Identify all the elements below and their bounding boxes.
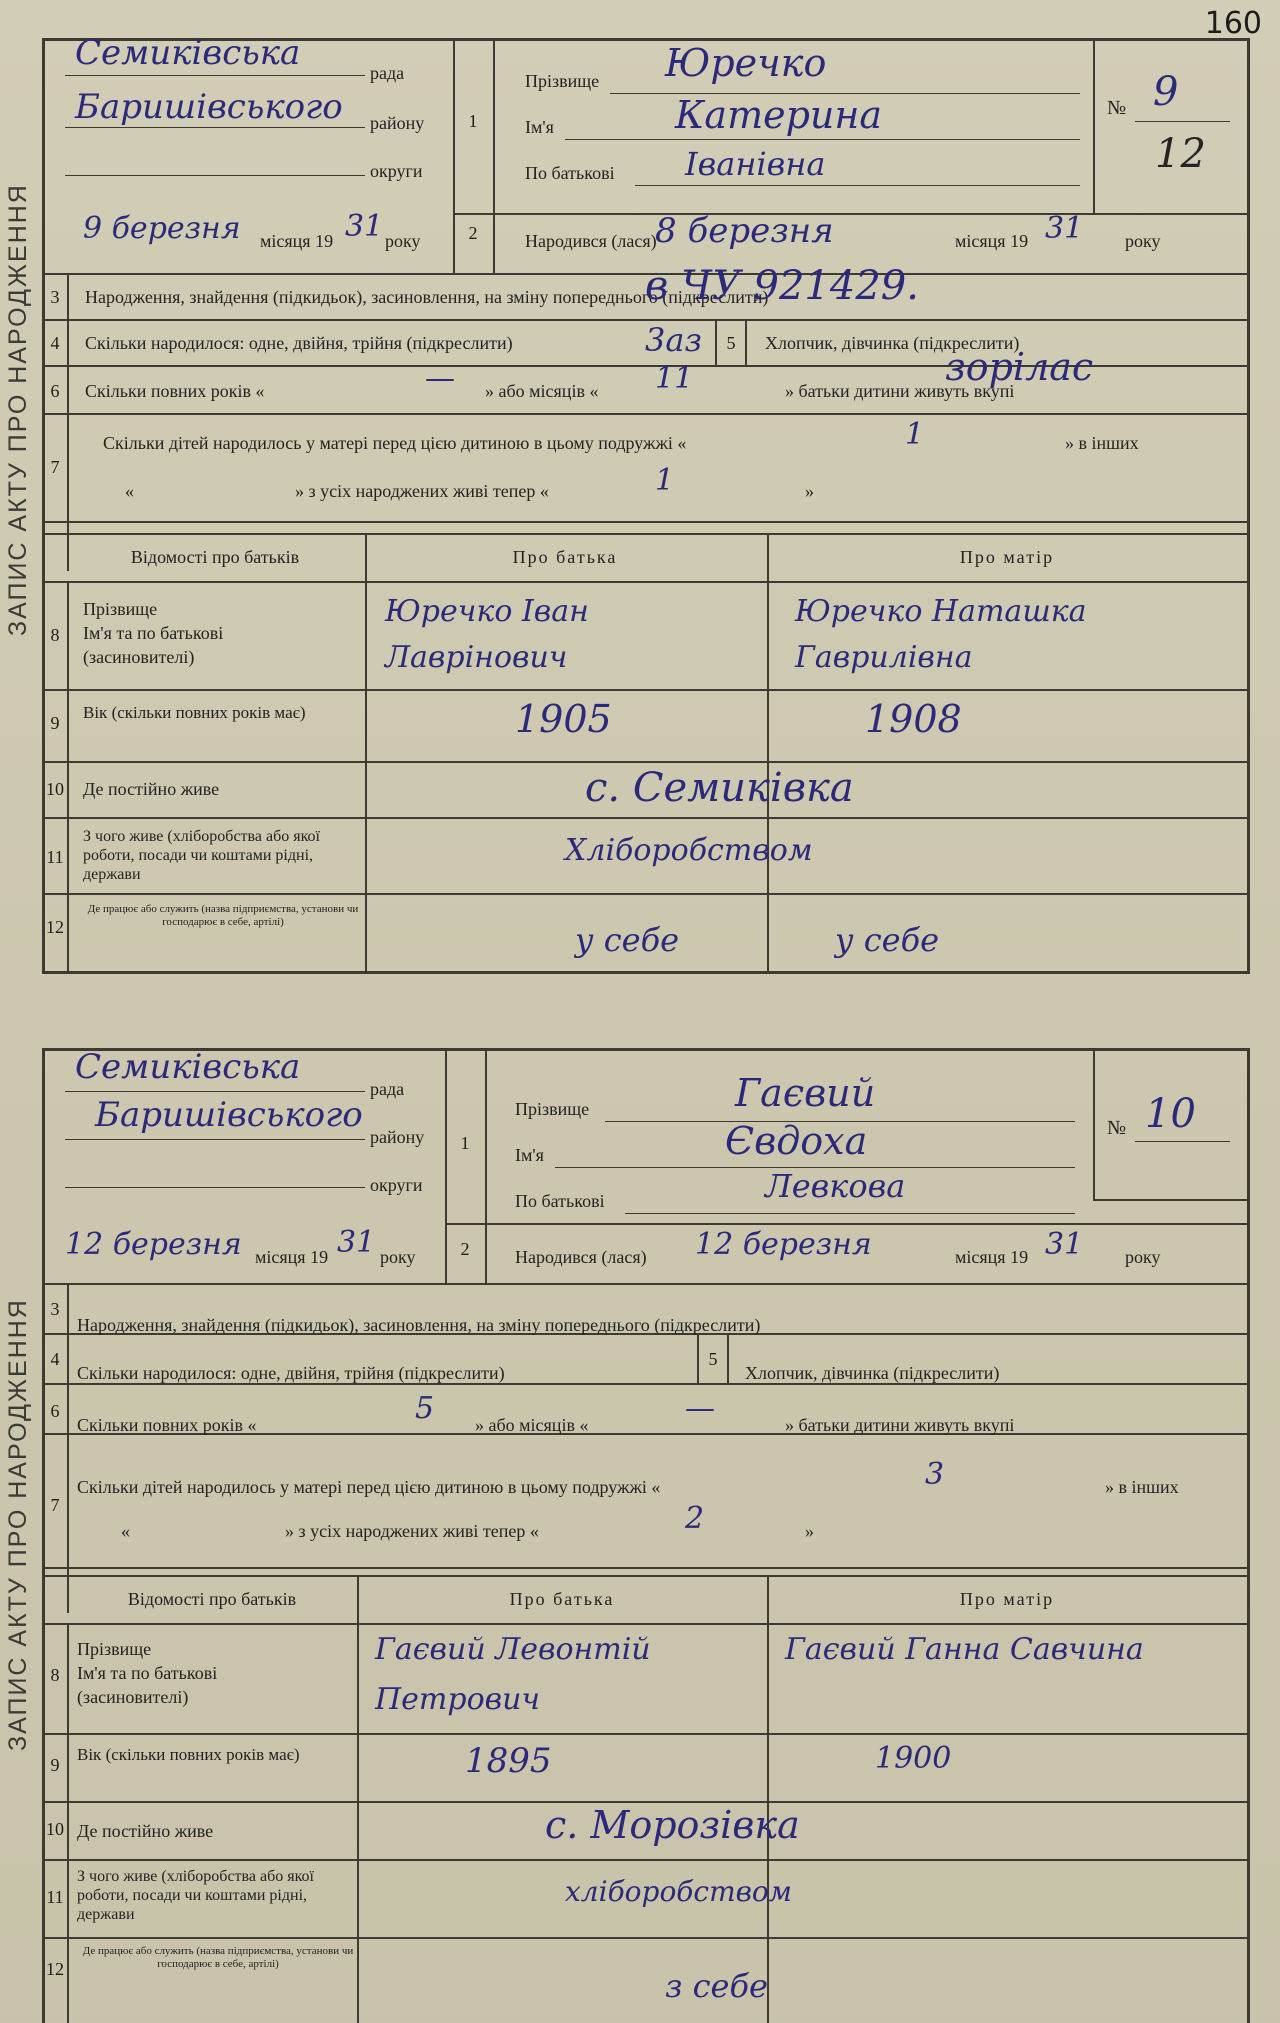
row4-label: Скільки народилося: одне, двійня, трійня (підкреслити) — [85, 333, 513, 353]
patronymic-label: По батькові — [525, 163, 615, 183]
row7-label-a: Скільки дітей народилось у матері перед цією дитиною в цьому подружжі « — [103, 433, 687, 453]
name-value: Катерина — [675, 93, 883, 137]
name-label: Ім'я — [515, 1145, 544, 1165]
reg-month-label: місяця 19 — [260, 231, 334, 251]
residence: с. Семиківка — [585, 765, 854, 811]
mother-age: 1908 — [865, 697, 962, 741]
born-label: Народився (лася) — [525, 231, 657, 251]
mother-age: 1900 — [875, 1741, 952, 1776]
born-year-value: 31 — [1045, 211, 1084, 246]
th-father: Про батька — [512, 547, 618, 567]
r9-label: Вік (скільки повних років має) — [83, 703, 306, 722]
r10-label: Де постійно живе — [77, 1821, 214, 1841]
row7-label-a: Скільки дітей народилось у матері перед цією дитиною в цьому подружжі « — [77, 1477, 661, 1497]
born-month-label: місяця 19 — [955, 231, 1029, 251]
th-mother: Про матір — [959, 547, 1055, 567]
raion-label: району — [370, 1127, 425, 1147]
livelihood: хліборобством — [565, 1875, 792, 1908]
th-mother: Про матір — [959, 1589, 1055, 1609]
reg-year-label: року — [385, 231, 421, 251]
surname-label: Прізвище — [525, 71, 600, 91]
reg-year-value: 31 — [337, 1225, 376, 1260]
row7-label-b: » в інших — [1105, 1477, 1179, 1497]
residence: с. Морозівка — [545, 1803, 800, 1847]
reg-year-value: 31 — [345, 209, 384, 244]
number-label: № — [1107, 97, 1127, 119]
father-name: Юречко Іван Лаврінович — [385, 594, 589, 675]
r11-label: З чого живе (хліборобства або якої роботи, посади чи коштами рідні, держави — [83, 828, 320, 883]
rada-value: Семиківська — [75, 33, 301, 73]
row6-label-c: » батьки дитини живуть вкупі — [785, 1415, 1015, 1435]
row4-note: 3аз — [645, 321, 702, 359]
surname-value: Юречко — [665, 41, 827, 85]
years-together: 5 — [415, 1391, 435, 1426]
months-together: 11 — [655, 361, 694, 396]
mother-name: Гаєвий Ганна Савчина — [785, 1632, 1144, 1667]
father-age: 1905 — [515, 697, 612, 741]
rada-value: Семиківська — [75, 1047, 301, 1087]
row7-label-e: » — [805, 1521, 814, 1541]
record-number-extra: 12 — [1155, 131, 1206, 177]
work-father: у себе — [575, 921, 680, 959]
row7-label-b: » в інших — [1065, 433, 1139, 453]
birth-record-1: Семиківська рада Баришівського району округи 9 березня місяця 19 31 року 1 2 Прізвище Юречко Ім'я Катерина По батькові Іванівна Народився (лася) 8 березня місяця 19 31 року № 9 12 3 Народження, знайдення (підкидьок), засиновлення, на зміну попереднього (підкреслити) в ЧУ 921429. 4 Скільки народилося: одне, двійня, трійня (підкреслити) 3аз 5 Хлопчик, дівчинка (підкреслити) 6 Скільки повних років « — » або місяців « 11 » батьки дитини живуть вкупі зорілас 7 Скільки дітей народилось у матері перед цією дитиною в цьому подружжі « 1 » в інших « » з усіх народжених живі тепер « 1 » Відомості про батьків Про батька Про матір 8 Прізвище Ім'я та по батькові (засиновителі) Юречко Іван Лаврінович Юречко Наташка Гаврилівна 9 Вік (скільки повних років має) 1905 1908 10 Де постійно живе с. Семиківка 11 З чого живе (хліборобства або якої роботи, посади чи коштами рідні, держави Хліборобством 12 Де працює або служить (назва підприємства, установи чи господарює в себе, артілі) у себе у себе — [42, 38, 1250, 974]
row5-label: Хлопчик, дівчинка (підкреслити) — [745, 1363, 1000, 1383]
row6-label-a: Скільки повних років « — [85, 381, 265, 401]
r11-label: З чого живе (хліборобства або якої роботи, посади чи коштами рідні, держави — [77, 1868, 314, 1923]
r10-label: Де постійно живе — [83, 779, 220, 799]
row6-label-b: » або місяців « — [485, 381, 599, 401]
born-year-label: року — [1125, 231, 1161, 251]
record-number: 10 — [1145, 1091, 1196, 1137]
row7-label-e: » — [805, 481, 814, 501]
rada-label: рада — [370, 63, 405, 83]
surname-value: Гаєвий — [735, 1071, 876, 1115]
father-age: 1895 — [465, 1741, 552, 1781]
born-month-label: місяця 19 — [955, 1247, 1029, 1267]
born-label: Народився (лася) — [515, 1247, 647, 1267]
reg-month-label: місяця 19 — [255, 1247, 329, 1267]
children-before: 1 — [905, 417, 925, 452]
row6-label-c: » батьки дитини живуть вкупі — [785, 381, 1015, 401]
th-info: Відомості про батьків — [127, 1589, 297, 1609]
born-year-label: року — [1125, 1247, 1161, 1267]
row3-note: в ЧУ 921429. — [645, 263, 919, 309]
raion-value: Баришівського — [75, 87, 343, 127]
born-date-value: 12 березня — [695, 1227, 872, 1262]
livelihood: Хліборобством — [565, 833, 813, 868]
vertical-title-2: ЗАПИС АКТУ ПРО НАРОДЖЕННЯ — [4, 1298, 32, 1752]
row3-label: Народження, знайдення (підкидьок), засиновлення, на зміну попереднього (підкреслити) — [85, 287, 769, 307]
mother-name: Юречко Наташка Гаврилівна — [795, 594, 1087, 675]
r12-label: Де працює або служить (назва підприємства, установи чи господарює в себе, артілі) — [87, 903, 359, 928]
page-number: 160 — [1204, 6, 1262, 41]
work-father: з себе — [665, 1967, 768, 2005]
r8-label: Прізвище Ім'я та по батькові (засиновителі) — [77, 1639, 218, 1707]
months-together: — — [685, 1391, 715, 1426]
row7-label-c: « — [121, 1521, 130, 1541]
reg-date-value: 9 березня — [83, 211, 241, 246]
row7-label-d: » з усіх народжених живі тепер « — [295, 481, 549, 501]
children-alive: 2 — [685, 1501, 705, 1536]
patronymic-value: Левкова — [765, 1167, 906, 1205]
row3-label: Народження, знайдення (підкидьок), засиновлення, на зміну попереднього (підкреслити) — [77, 1315, 761, 1335]
reg-date-value: 12 березня — [65, 1227, 242, 1262]
record-number: 9 — [1153, 69, 1179, 115]
r9-label: Вік (скільки повних років має) — [77, 1745, 300, 1764]
okruga-label: округи — [370, 1175, 423, 1195]
patronymic-label: По батькові — [515, 1191, 605, 1211]
born-year-value: 31 — [1045, 1227, 1084, 1262]
raion-value: Баришівського — [95, 1095, 363, 1135]
row6-note: зорілас — [945, 345, 1094, 389]
number-label: № — [1107, 1117, 1127, 1139]
vertical-title-1: ЗАПИС АКТУ ПРО НАРОДЖЕННЯ — [4, 183, 32, 637]
years-together: — — [425, 361, 455, 396]
r8-label: Прізвище Ім'я та по батькові (засиновителі) — [83, 599, 224, 667]
r12-label: Де працює або служить (назва підприємства, установи чи господарює в себе, артілі) — [82, 1945, 354, 1970]
work-mother: у себе — [835, 921, 940, 959]
reg-year-label: року — [380, 1247, 416, 1267]
raion-label: району — [370, 113, 425, 133]
children-alive: 1 — [655, 463, 675, 498]
born-date-value: 8 березня — [655, 211, 834, 251]
okruga-label: округи — [370, 161, 423, 181]
row7-label-d: » з усіх народжених живі тепер « — [285, 1521, 539, 1541]
father-name: Гаєвий Левонтій Петрович — [375, 1632, 651, 1717]
birth-record-2: Семиківська рада Баришівського району округи 12 березня місяця 19 31 року 1 2 Прізвище Гаєвий Ім'я Євдоха По батькові Левкова Народився (лася) 12 березня місяця 19 31 року № 10 3 Народження, знайдення (підкидьок), засиновлення, на зміну попереднього (підкреслити) 4 Скільки народилося: одне, двійня, трійня (підкреслити) 5 Хлопчик, дівчинка (підкреслити) 6 Скільки повних років « 5 » або місяців « — » батьки дитини живуть вкупі 7 Скільки дітей народилось у матері перед цією дитиною в цьому подружжі « 3 » в інших « » з усіх народжених живі тепер « 2 » Відомості про батьків Про батька Про матір 8 Прізвище Ім'я та по батькові (засиновителі) Гаєвий Левонтій Петрович Гаєвий Ганна Савчина 9 Вік (скільки повних років має) 1895 1900 10 Де постійно живе с. Морозівка 11 З чого живе (хліборобства або якої роботи, посади чи коштами рідні, держави хліборобством 12 Де працює або служить (назва підприємства, установи чи господарює в себе, артілі) з себе — [42, 1048, 1250, 2023]
rada-label: рада — [370, 1079, 405, 1099]
row5-label: Хлопчик, дівчинка (підкреслити) — [765, 333, 1020, 353]
name-value: Євдоха — [725, 1119, 868, 1163]
surname-label: Прізвище — [515, 1099, 590, 1119]
row6-label-a: Скільки повних років « — [77, 1415, 257, 1435]
th-info: Відомості про батьків — [130, 547, 300, 567]
row7-label-c: « — [125, 481, 134, 501]
th-father: Про батька — [509, 1589, 615, 1609]
name-label: Ім'я — [525, 117, 554, 137]
patronymic-value: Іванівна — [685, 145, 826, 183]
row6-label-b: » або місяців « — [475, 1415, 589, 1435]
row4-label: Скільки народилося: одне, двійня, трійня (підкреслити) — [77, 1363, 505, 1383]
children-before: 3 — [925, 1457, 945, 1492]
